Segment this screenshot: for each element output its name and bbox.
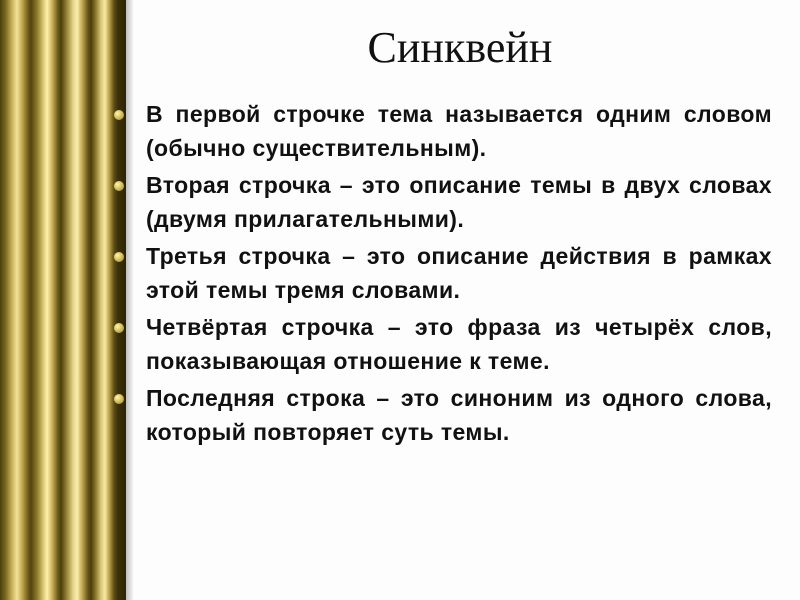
- bullet-list: [112, 98, 772, 453]
- list-item: [112, 382, 772, 449]
- gold-curtain-decoration: [0, 0, 126, 600]
- bullet-icon: [114, 252, 124, 262]
- list-item-text: Четвёртая строчка – это фраза из четырёх слов, показывающая отношение к теме.: [146, 314, 772, 374]
- list-item-text: Третья строчка – это описание действия в рамках этой темы тремя словами.: [146, 243, 772, 303]
- list-item: [112, 169, 772, 236]
- bullet-icon: [114, 323, 124, 333]
- list-item: [112, 311, 772, 378]
- bullet-icon: [114, 181, 124, 191]
- list-item-text: Последняя строка – это синоним из одного слова, который повторяет суть темы.: [146, 385, 772, 445]
- list-item: [112, 98, 772, 165]
- slide-title: Синквейн: [367, 23, 553, 72]
- list-item-text: В первой строчке тема называется одним словом (обычно существительным).: [146, 101, 772, 161]
- bullet-icon: [114, 110, 124, 120]
- list-item-text: Вторая строчка – это описание темы в двух словах (двумя прилагательными).: [146, 172, 772, 232]
- bullet-icon: [114, 394, 124, 404]
- list-item: [112, 240, 772, 307]
